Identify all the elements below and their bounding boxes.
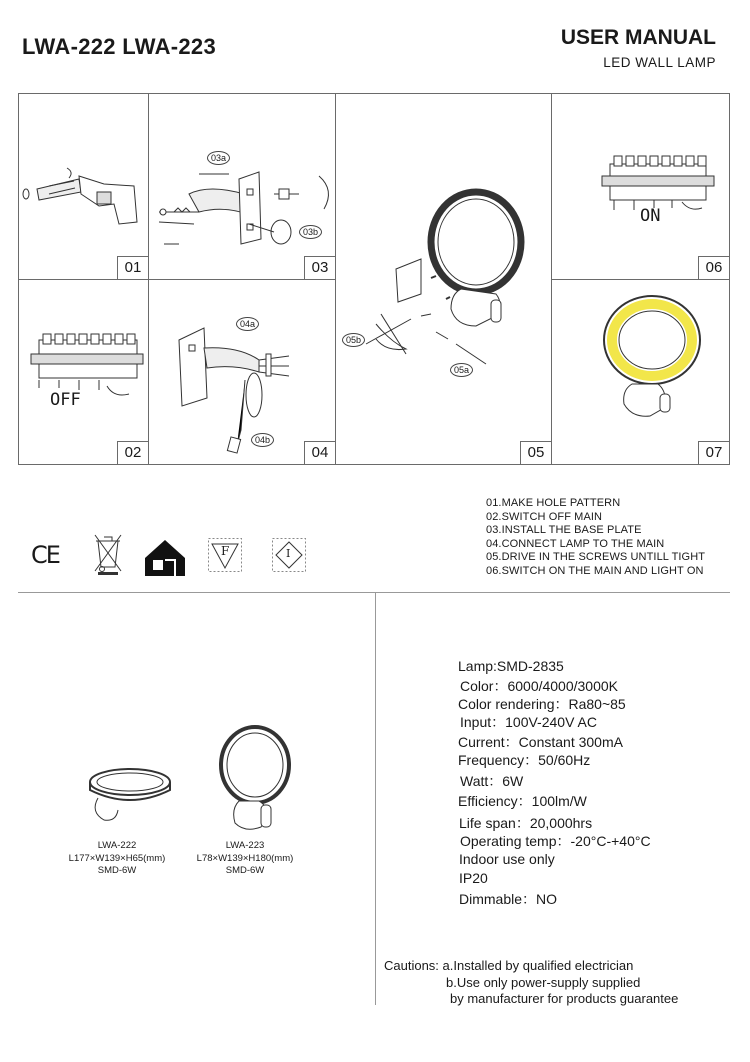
f-mark-label: F	[221, 544, 230, 558]
spec-item: Color rendering：Ra80~85	[458, 696, 626, 712]
model-title: LWA-222 LWA-223	[22, 34, 217, 59]
on-label: ON	[640, 206, 661, 226]
spec-item: Life span：20,000hrs	[459, 815, 593, 831]
caution-line: Cautions: a.Installed by qualified electrician	[384, 958, 634, 973]
product-model: LWA-222	[97, 840, 137, 851]
caution-line: by manufacturer for products guarantee	[450, 991, 679, 1006]
ce-mark-icon: CE	[31, 541, 59, 569]
indoor-use-icon	[145, 538, 185, 576]
spec-item: IP20	[459, 870, 488, 886]
panel-number: 05	[520, 441, 551, 464]
lwa-222-product-illustration	[80, 760, 180, 830]
step-item: 02.SWITCH OFF MAIN	[486, 510, 603, 523]
lwa-223-product-illustration	[215, 725, 295, 835]
panel-number: 02	[117, 441, 148, 464]
callout-04a: 04a	[236, 317, 259, 331]
weee-bin-icon	[92, 533, 124, 575]
panel-number: 01	[117, 256, 148, 279]
step-item: 03.INSTALL THE BASE PLATE	[486, 524, 642, 537]
drill-illustration	[19, 94, 150, 281]
callout-04b: 04b	[251, 433, 274, 447]
callout-05a: 05a	[450, 363, 473, 377]
spec-item: Indoor use only	[459, 851, 555, 867]
spec-item: Input：100V-240V AC	[460, 714, 597, 730]
caution-line: b.Use only power-supply supplied	[446, 974, 641, 990]
class-ii-warning-label: I	[286, 547, 291, 560]
panel-07	[551, 279, 730, 465]
installation-steps-list	[486, 497, 705, 579]
spec-item: Watt：6W	[460, 773, 524, 789]
panel-number: 07	[698, 441, 729, 464]
panel-03	[148, 93, 336, 280]
product-power: SMD-6W	[225, 865, 265, 876]
section-divider-vertical	[375, 592, 376, 1005]
step-item: 05.DRIVE IN THE SCREWS UNTILL TIGHT	[486, 551, 706, 564]
panel-number: 03	[304, 256, 335, 279]
document-title: USER MANUAL	[560, 26, 716, 49]
connect-wires-illustration	[149, 280, 337, 466]
spec-item: Lamp:SMD-2835	[458, 658, 564, 674]
spec-item: Dimmable：NO	[459, 891, 558, 907]
step-item: 01.MAKE HOLE PATTERN	[486, 497, 621, 509]
terminal-block-off-illustration	[19, 280, 150, 466]
base-plate-install-illustration	[149, 94, 337, 281]
spec-item: Frequency：50/60Hz	[458, 752, 591, 768]
terminal-block-on-illustration	[552, 94, 731, 281]
step-item: 04.CONNECT LAMP TO THE MAIN	[486, 537, 665, 550]
product-label-lwa-222	[62, 840, 172, 878]
product-dimensions: L177×W139×H65(mm)	[68, 852, 166, 864]
spec-item: Operating temp：-20°C-+40°C	[460, 833, 651, 849]
off-label: OFF	[50, 390, 81, 410]
panel-number: 06	[698, 256, 729, 279]
product-power: SMD-6W	[97, 865, 137, 876]
cautions-block	[384, 958, 678, 1008]
callout-05b: 05b	[342, 333, 365, 347]
callout-03b: 03b	[299, 225, 322, 239]
spec-item: Efficiency：100lm/W	[458, 793, 587, 809]
panel-05	[335, 93, 552, 465]
document-subtitle: LED WALL LAMP	[603, 55, 716, 70]
product-dimensions: L78×W139×H180(mm)	[196, 852, 294, 864]
section-divider-horizontal	[18, 592, 730, 593]
spec-item: Color：6000/4000/3000K	[460, 678, 619, 694]
panel-number: 04	[304, 441, 335, 464]
spec-item: Current：Constant 300mA	[458, 734, 623, 750]
installation-steps-grid	[18, 93, 730, 465]
screw-drive-illustration	[336, 94, 553, 466]
product-label-lwa-223	[190, 840, 300, 878]
panel-02	[18, 279, 149, 465]
panel-06	[551, 93, 730, 280]
lamp-lit-illustration	[552, 280, 731, 466]
callout-03a: 03a	[207, 151, 230, 165]
product-model: LWA-223	[225, 840, 265, 851]
step-item: 06.SWITCH ON THE MAIN AND LIGHT ON	[486, 564, 704, 577]
panel-04	[148, 279, 336, 465]
panel-01	[18, 93, 149, 280]
